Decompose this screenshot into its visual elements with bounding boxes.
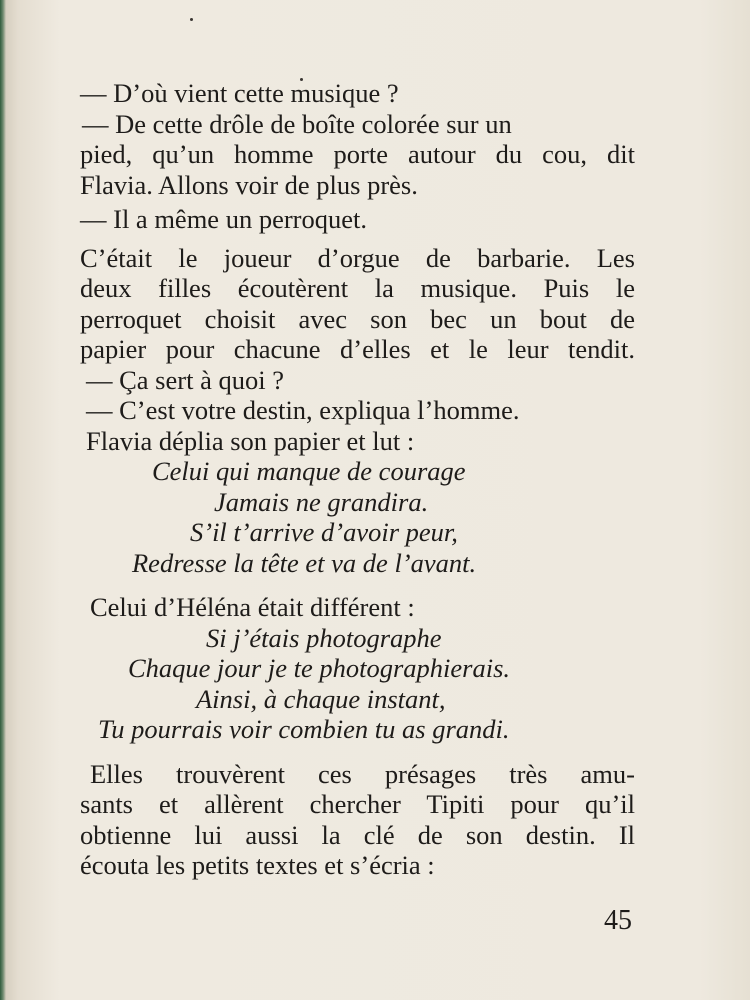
text-line: — C’est votre destin, expliqua l’homme.	[86, 395, 520, 425]
text-line: perroquet choisit avec son bec un bout de	[80, 303, 635, 334]
poem-line: Chaque jour je te photographierais.	[128, 653, 511, 683]
poem-line: Si j’étais photographe	[206, 622, 442, 653]
text-line: papier pour chacune d’elles et le leur tendit.	[80, 334, 635, 364]
text-line: — D’où vient cette musique ?	[80, 78, 399, 108]
poem-line: Tu pourrais voir combien tu as grandi.	[98, 714, 510, 744]
ink-speck	[190, 18, 193, 21]
poem-line: Jamais ne grandira.	[214, 486, 429, 517]
page-number: 45	[604, 905, 632, 936]
page-text	[80, 78, 635, 881]
text-line: — Il a même un perroquet.	[80, 204, 367, 234]
text-line: deux filles écoutèrent la musique. Puis le	[80, 273, 635, 303]
poem-line: Ainsi, à chaque instant,	[196, 683, 446, 714]
poem-line: Celui qui manque de courage	[152, 456, 466, 486]
text-line: pied, qu’un homme porte autour du cou, dit	[80, 139, 635, 169]
text-line: — Ça sert à quoi ?	[86, 364, 284, 395]
text-line: Celui d’Héléna était différent :	[90, 592, 415, 622]
text-line: Elles trouvèrent ces présages très amu-	[90, 758, 635, 789]
poem-line: S’il t’arrive d’avoir peur,	[190, 517, 458, 547]
text-line: — De cette drôle de boîte colorée sur un	[82, 108, 512, 139]
text-line: Flavia déplia son papier et lut :	[86, 425, 415, 456]
poem-line: Redresse la tête et va de l’avant.	[132, 547, 477, 578]
text-line: écouta les petits textes et s’écria :	[80, 850, 435, 880]
text-line: C’était le joueur d’orgue de barbarie. Les	[80, 242, 635, 273]
book-spine-edge	[0, 0, 6, 1000]
text-line: obtienne lui aussi la clé de son destin. Il	[80, 819, 635, 850]
text-line: Flavia. Allons voir de plus près.	[80, 169, 418, 200]
text-line: sants et allèrent chercher Tipiti pour qu’il	[80, 789, 635, 819]
